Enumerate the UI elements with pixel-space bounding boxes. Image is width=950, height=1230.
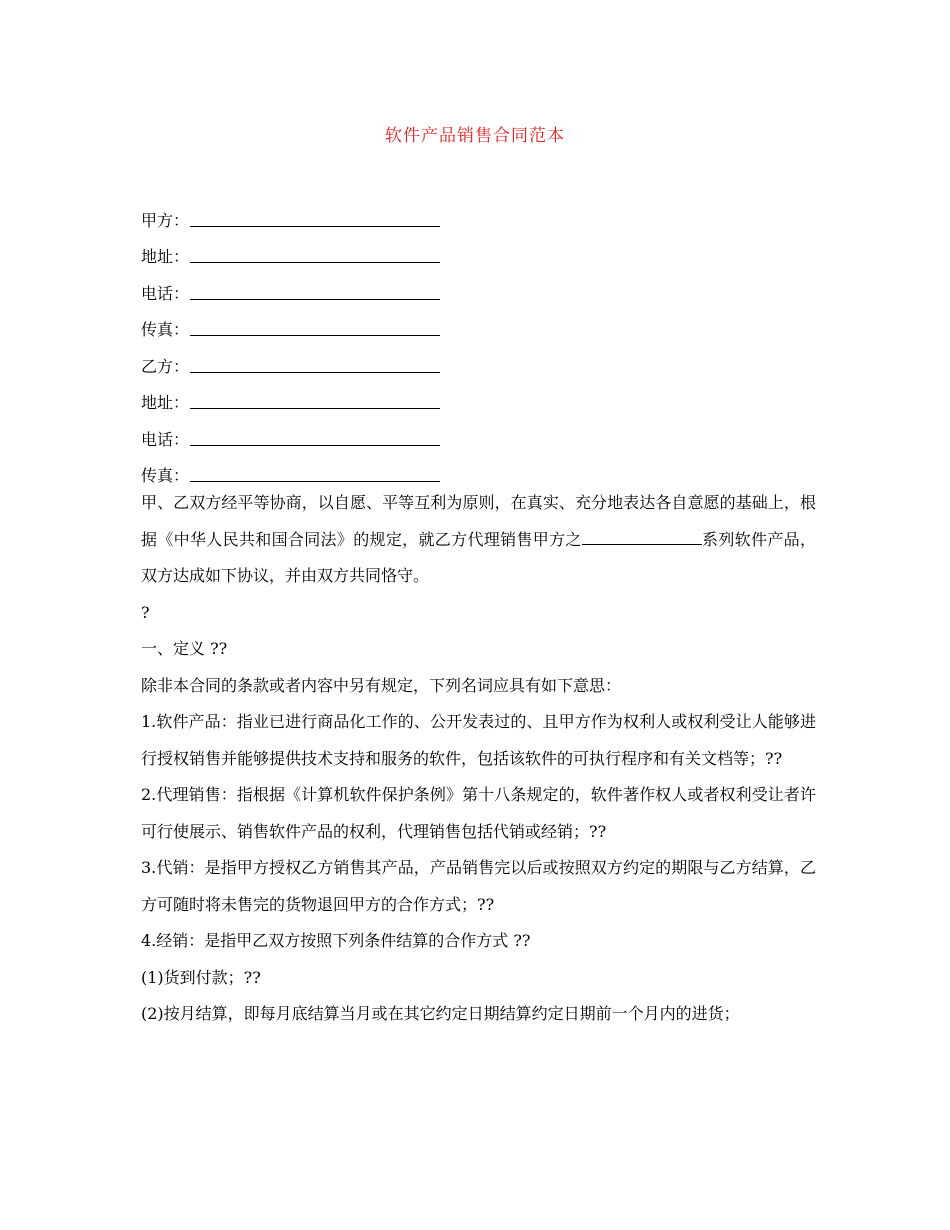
- field-label: 电话：: [141, 429, 190, 449]
- party-b-fax-row: [141, 452, 821, 489]
- field-label: 地址：: [141, 247, 190, 266]
- intro-text-part1: 甲、乙双方经平等协商，以自愿、平等互利为原则，在真实、充分地表达各自意愿的基础上，根据《中华人民共和国合同法》的规定，就乙方代理销售甲方之: [141, 493, 816, 549]
- intro-paragraph: [141, 485, 816, 595]
- field-label: 传真：: [141, 466, 190, 485]
- party-a-name-row: [141, 196, 821, 233]
- intro-text-part2: 系列软件产品，双方达成如下协议，并由双方共同恪守。: [141, 529, 816, 585]
- field-label: 传真：: [141, 320, 190, 339]
- clause-cash-on-delivery: (1)货到付款；??: [141, 967, 261, 987]
- party-b-phone-row: [141, 415, 821, 452]
- product-series-blank: [582, 526, 702, 545]
- clause-software-product: 1.软件产品：指业已进行商品化工作的、公开发表过的、且甲方作为权利人或权利受让人能够进行授权销售并能够提供技术支持和服务的软件，包括该软件的可执行程序和有关文档等；??: [141, 712, 816, 768]
- party-a-phone-blank: [190, 281, 440, 300]
- party-b-fax-blank: [190, 463, 440, 482]
- party-a-address-row: [141, 233, 821, 270]
- party-a-fax-blank: [190, 317, 440, 336]
- section-intro: 除非本合同的条款或者内容中另有规定，下列名词应具有如下意思：: [141, 675, 622, 695]
- clause-monthly-settlement: (2)按月结算，即每月底结算当月或在其它约定日期结算约定日期前一个月内的进货；: [141, 1004, 740, 1023]
- party-b-address-row: [141, 379, 821, 416]
- party-b-phone-blank: [190, 427, 440, 446]
- field-label: 电话：: [141, 283, 190, 303]
- party-a-name-blank: [190, 208, 440, 227]
- document-title: 软件产品销售合同范本: [385, 126, 565, 146]
- contract-body: [141, 485, 816, 1033]
- party-a-phone-row: [141, 269, 821, 306]
- party-b-name-row: [141, 342, 821, 379]
- stray-mark: ?: [141, 602, 150, 622]
- field-label: 地址：: [141, 393, 190, 412]
- party-b-address-blank: [190, 390, 440, 409]
- field-label: 甲方：: [141, 210, 190, 230]
- clause-agency-sales: 2.代理销售：指根据《计算机软件保护条例》第十八条规定的，软件著作权人或者权利受让者许可行使展示、销售软件产品的权利，代理销售包括代销或经销；??: [141, 785, 816, 841]
- party-fields: [141, 196, 821, 488]
- clause-consignment: 3.代销：是指甲方授权乙方销售其产品，产品销售完以后或按照双方约定的期限与乙方结算，乙方可随时将未售完的货物退回甲方的合作方式；??: [141, 858, 816, 914]
- clause-distribution: 4.经销：是指甲乙双方按照下列条件结算的合作方式 ??: [141, 931, 531, 950]
- party-a-address-blank: [190, 244, 440, 263]
- party-a-fax-row: [141, 306, 821, 343]
- section-heading: 一、定义 ??: [141, 639, 228, 658]
- party-b-name-blank: [190, 354, 440, 373]
- field-label: 乙方：: [141, 356, 190, 376]
